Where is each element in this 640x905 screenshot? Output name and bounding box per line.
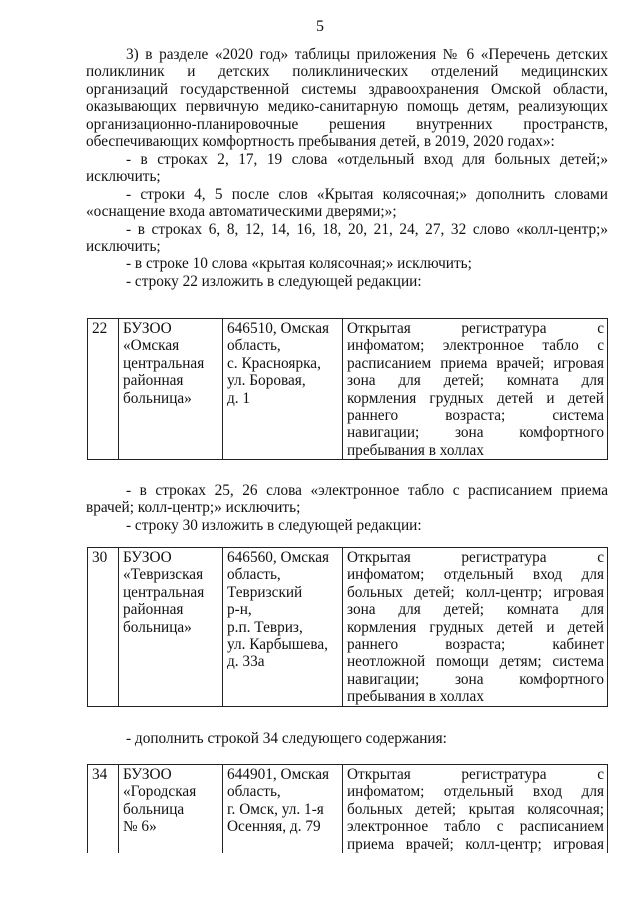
cell-line: больница»	[123, 618, 192, 636]
cell-line: зона для детей; комната для	[347, 601, 604, 619]
cell-line: Открытая регистратура с	[347, 766, 604, 783]
list-item: - строку 30 изложить в следующей редакции:	[126, 516, 422, 534]
row-number: 34	[88, 765, 119, 854]
list-item-cont: «оснащение входа автоматическими дверями;»;	[86, 203, 397, 221]
cell-line: пребывания в холлах	[347, 441, 484, 459]
cell-line: д. 1	[227, 389, 251, 407]
address-cell	[223, 548, 343, 707]
cell-line: больница»	[123, 389, 192, 407]
cell-line: с. Красноярка,	[227, 354, 321, 372]
cell-line: 646510, Омская	[227, 320, 330, 337]
cell-line: инфоматом; электронное табло с	[347, 337, 604, 355]
cell-line: Открытая регистратура с	[347, 320, 604, 337]
cell-line: центральная	[123, 354, 205, 372]
cell-line: р.п. Тевриз,	[227, 618, 303, 636]
organization-cell	[119, 319, 223, 460]
list-item: - в строках 6, 8, 12, 14, 16, 18, 20, 21, 24, 27, 32 слово «колл-центр;»	[126, 220, 608, 238]
cell-line: БУЗОО	[123, 549, 172, 566]
cell-line: 644901, Омская	[227, 766, 330, 783]
table-row-34	[87, 764, 608, 853]
amendment-item-c	[126, 730, 608, 747]
cell-line: неотложной помощи детям; система	[347, 653, 604, 671]
cell-line: навигации; зона комфортного	[347, 424, 604, 442]
table-row-22	[87, 318, 608, 460]
organization-cell	[119, 765, 223, 854]
cell-line: «Омская	[123, 337, 180, 355]
address-cell	[223, 319, 343, 460]
page-number: 5	[316, 18, 324, 35]
list-item-cont: врачей; колл-центр;» исключить;	[86, 499, 301, 517]
cell-line: Осенняя, д. 79	[227, 818, 321, 836]
cell-line: районная	[123, 372, 184, 390]
cell-line: раннего возраста; кабинет	[347, 636, 604, 654]
text-line: оказывающих первичную медико-санитарную помощь детям, реализующих	[86, 98, 608, 116]
address-cell	[223, 765, 343, 854]
cell-line: инфоматом; отдельный вход для	[347, 783, 604, 801]
table-row	[88, 319, 608, 460]
cell-line: Тевризский	[227, 583, 303, 601]
text-line: организационно-планировочные решения внутренних пространств,	[86, 115, 608, 133]
cell-line: область,	[227, 783, 281, 801]
cell-line: р-н,	[227, 601, 252, 619]
amendments-list-a	[86, 151, 608, 290]
cell-line: электронное табло с расписанием	[347, 818, 604, 836]
cell-line: больных детей; колл-центр; игровая	[347, 583, 604, 601]
cell-line: область,	[227, 566, 281, 584]
list-item-cont: исключить;	[86, 238, 161, 256]
description-cell	[343, 765, 608, 854]
text-line: организаций государственной системы здравоохранения Омской области,	[86, 80, 608, 98]
intro-paragraph	[86, 46, 608, 150]
cell-line: ул. Карбышева,	[227, 636, 328, 654]
cell-line: зона для детей; комната для	[347, 372, 604, 390]
cell-line: кормления грудных детей и детей	[347, 618, 604, 636]
cell-line: раннего возраста; система	[347, 407, 604, 425]
cell-line: № 6»	[123, 818, 157, 836]
description-cell	[343, 319, 608, 460]
cell-line: ул. Боровая,	[227, 372, 306, 390]
row-number: 22	[88, 319, 119, 460]
cell-line: расписанием приема врачей; игровая	[347, 354, 604, 372]
cell-line: 646560, Омская	[227, 549, 330, 566]
cell-line: пребывания в холлах	[347, 688, 484, 706]
cell-line: Открытая регистратура с	[347, 549, 604, 566]
list-item: - строку 22 изложить в следующей редакции:	[126, 272, 422, 290]
cell-line: «Тевризская	[123, 566, 204, 584]
cell-line: центральная	[123, 583, 205, 601]
organization-cell	[119, 548, 223, 707]
cell-line: г. Омск, ул. 1-я	[227, 800, 324, 818]
list-item: - в строках 2, 17, 19 слова «отдельный вход для больных детей;»	[126, 151, 608, 168]
cell-line: область,	[227, 337, 281, 355]
cell-line: БУЗОО	[123, 766, 172, 783]
cell-line: д. 33а	[227, 653, 265, 671]
cell-line: районная	[123, 601, 184, 619]
list-item-cont: исключить;	[86, 168, 161, 186]
cell-line: приема врачей; колл-центр; игровая	[347, 835, 604, 853]
text-line: поликлиник и детских поликлинических отделений медицинских	[86, 63, 608, 81]
text-line: обеспечивающих комфортность пребывания детей, в 2019, 2020 годах»:	[86, 133, 555, 151]
list-item: - в строке 10 слова «крытая колясочная;» исключить;	[126, 255, 472, 273]
text-line: 3) в разделе «2020 год» таблицы приложения № 6 «Перечень детских	[126, 46, 608, 63]
cell-line: больных детей; крытая колясочная;	[347, 800, 604, 818]
table-row	[88, 765, 608, 854]
cell-line: больница	[123, 800, 185, 818]
table-row	[88, 548, 608, 707]
list-item: - строки 4, 5 после слов «Крытая колясочная;» дополнить словами	[126, 185, 608, 203]
cell-line: кормления грудных детей и детей	[347, 389, 604, 407]
cell-line: инфоматом; отдельный вход для	[347, 566, 604, 584]
cell-line: навигации; зона комфортного	[347, 670, 604, 688]
amendments-list-b	[86, 482, 608, 534]
list-item: - дополнить строкой 34 следующего содержания:	[126, 730, 447, 747]
list-item: - в строках 25, 26 слова «электронное табло с расписанием приема	[126, 482, 608, 499]
cell-line: БУЗОО	[123, 320, 172, 337]
cell-line: «Городская	[123, 783, 197, 801]
description-cell	[343, 548, 608, 707]
table-row-30	[87, 547, 608, 707]
row-number: 30	[88, 548, 119, 707]
